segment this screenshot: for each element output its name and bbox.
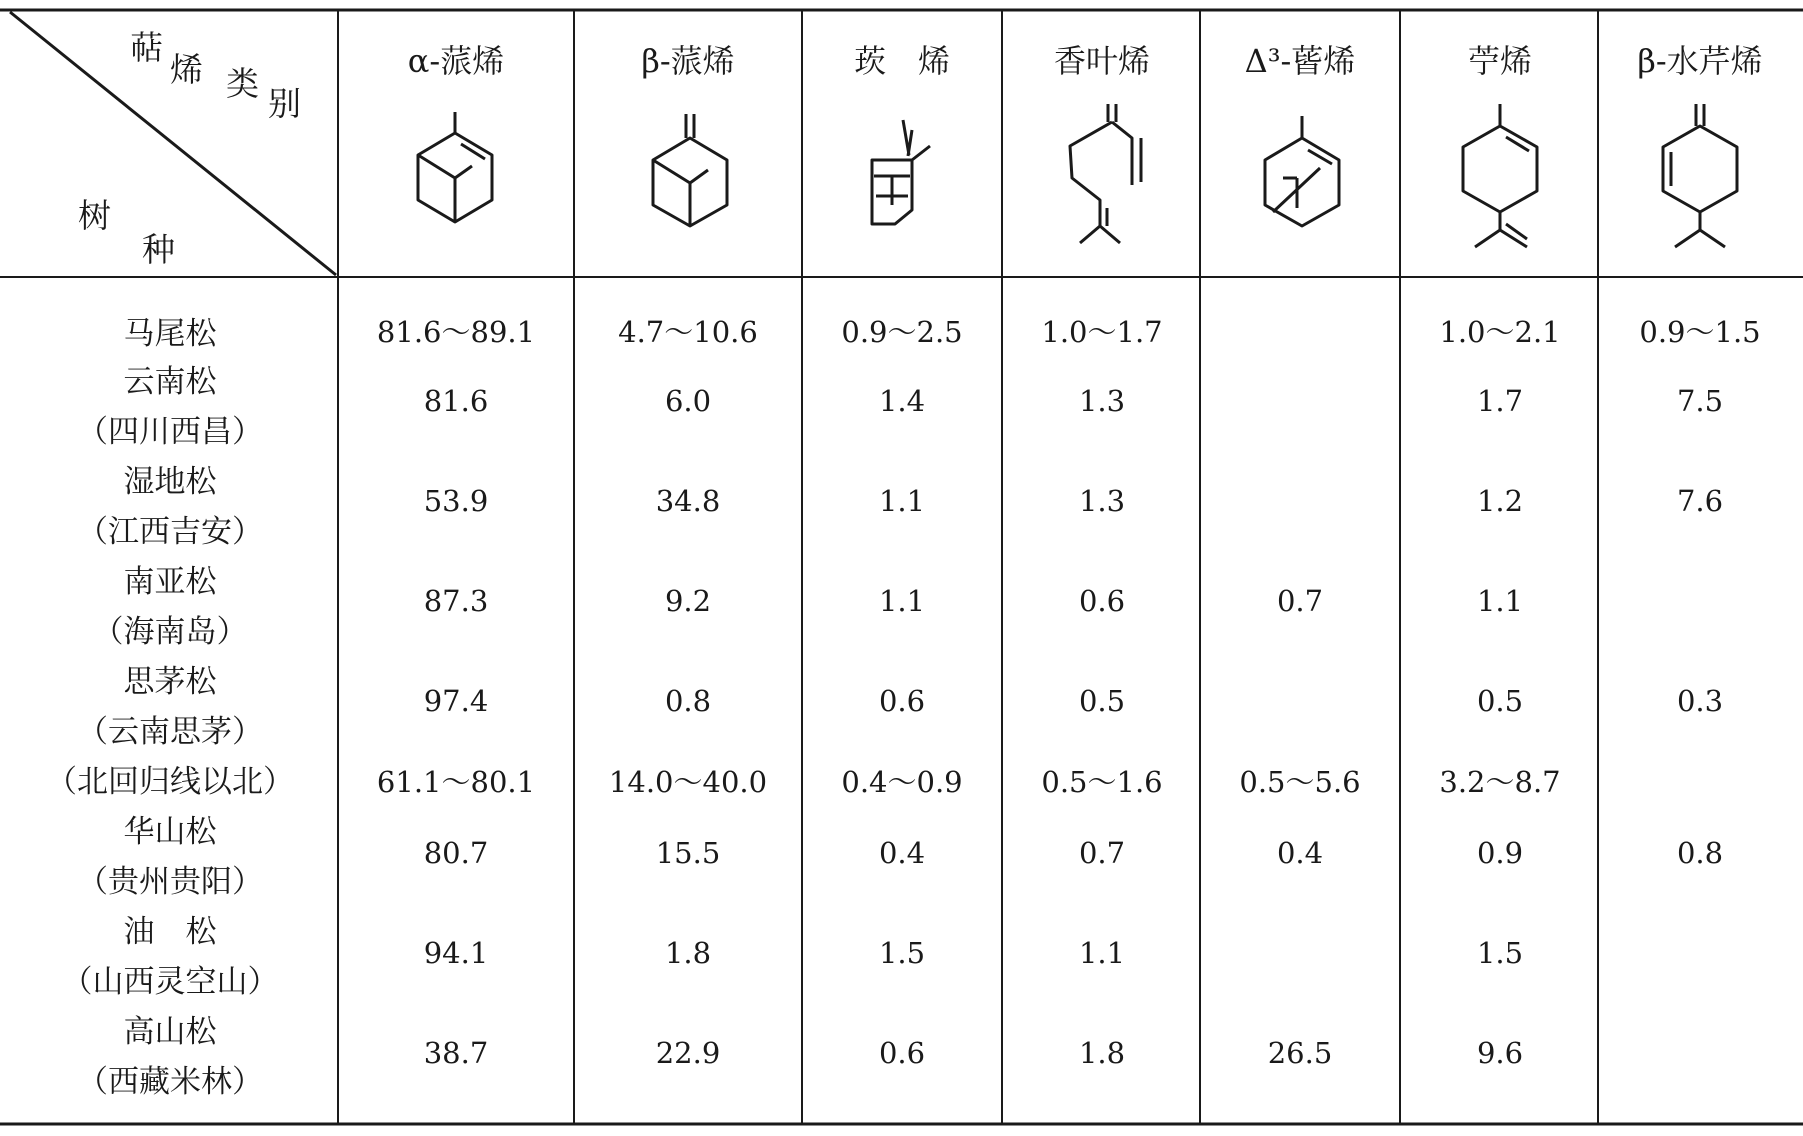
tree-species-name: 云南松 [123,364,217,400]
table-cell: 34.8 [655,484,721,518]
table-cell: 1.0～2.1 [1439,315,1561,349]
camphene-structure-icon [872,120,930,224]
table-cell: 0.4～0.9 [841,765,963,799]
table-cell: 0.5 [1078,684,1126,718]
corner-header-char: 萜 [130,28,163,67]
table-cell: 0.7 [1276,584,1324,618]
tree-species-location: （北回归线以北） [46,764,294,800]
table-cell: 0.5～1.6 [1041,765,1163,799]
tree-species-location: （山西灵空山） [61,964,279,1000]
column-header-camphene: 莰 烯 [853,42,950,80]
table-cell: 87.3 [423,584,489,618]
corner-header-char: 烯 [170,50,203,89]
tree-species-name: 南亚松 [123,564,217,600]
table-cell: 0.3 [1676,684,1724,718]
tree-species-name: 马尾松 [123,316,217,352]
table-cell: 0.4 [1276,836,1324,870]
table-cell: 1.3 [1078,484,1126,518]
table-cell: 1.0～1.7 [1041,315,1163,349]
beta-phellandrene-structure-icon [1663,104,1737,247]
table-cell: 6.0 [664,384,712,418]
table-cell: 1.2 [1476,484,1524,518]
column-header-myrcene: 香叶烯 [1053,42,1150,80]
table-cell: 0.6 [878,1036,926,1070]
table-cell: 15.5 [655,836,721,870]
limonene-structure-icon [1463,104,1537,247]
table-cell: 0.5 [1476,684,1524,718]
beta-pinene-structure-icon [653,114,727,226]
table-cell: 1.3 [1078,384,1126,418]
alpha-pinene-structure-icon [418,112,492,222]
table-cell: 7.6 [1676,484,1724,518]
table-cell: 38.7 [423,1036,489,1070]
table-cell: 0.6 [1078,584,1126,618]
table-cell: 0.6 [878,684,926,718]
corner-header-char: 别 [268,84,301,123]
table-cell: 9.6 [1476,1036,1524,1070]
delta3-carene-structure-icon [1265,116,1339,226]
table-cell: 0.9～2.5 [841,315,963,349]
table-cell: 53.9 [423,484,489,518]
tree-species-name: 湿地松 [123,464,217,500]
tree-species-name: 华山松 [123,814,217,850]
table-cell: 1.1 [1476,584,1524,618]
table-cell: 0.9～1.5 [1639,315,1761,349]
column-header-limonene: 苧烯 [1467,42,1532,80]
myrcene-structure-icon [1070,104,1141,243]
table-cell: 7.5 [1676,384,1724,418]
table-cell: 14.0～40.0 [608,765,768,799]
table-cell: 26.5 [1267,1036,1333,1070]
table-cell: 81.6 [423,384,489,418]
table-cell: 1.5 [878,936,926,970]
tree-species-location: （西藏米林） [77,1064,263,1100]
table-cell: 1.8 [664,936,712,970]
column-header-beta-phellandrene: β-水芹烯 [1637,42,1763,80]
table-cell: 0.8 [664,684,712,718]
tree-species-location: （四川西昌） [77,414,263,450]
tree-species-location: （海南岛） [92,614,248,650]
column-header-delta3-carene: Δ³-蒈烯 [1244,42,1356,80]
table-cell: 1.5 [1476,936,1524,970]
tree-species-name: 高山松 [123,1014,217,1050]
corner-header-char: 种 [142,230,175,269]
tree-species-location: （江西吉安） [77,514,263,550]
table-cell: 3.2～8.7 [1439,765,1561,799]
table-cell: 94.1 [423,936,489,970]
corner-header-char: 类 [226,64,259,103]
column-header-alpha-pinene: α-蒎烯 [407,42,505,80]
table-cell: 22.9 [655,1036,721,1070]
table-cell: 1.1 [878,484,926,518]
tree-species-name: 油 松 [123,914,217,950]
table-cell: 80.7 [423,836,489,870]
table-cell: 1.8 [1078,1036,1126,1070]
table-cell: 97.4 [423,684,489,718]
table-cell: 4.7～10.6 [618,315,758,349]
table-cell: 1.1 [878,584,926,618]
table-cell: 1.4 [878,384,926,418]
table-cell: 0.9 [1476,836,1524,870]
table-cell: 81.6～89.1 [376,315,536,349]
table-cell: 0.4 [878,836,926,870]
table-cell: 1.7 [1476,384,1524,418]
column-header-beta-pinene: β-蒎烯 [641,42,735,80]
table-cell: 0.7 [1078,836,1126,870]
table-cell: 9.2 [664,584,712,618]
tree-species-name: 思茅松 [123,664,217,700]
table-cell: 61.1～80.1 [376,765,536,799]
corner-header-char: 树 [78,196,111,235]
table-cell: 0.5～5.6 [1239,765,1361,799]
table-cell: 1.1 [1078,936,1126,970]
tree-species-location: （云南思茅） [77,714,263,750]
tree-species-location: （贵州贵阳） [77,864,263,900]
table-cell: 0.8 [1676,836,1724,870]
